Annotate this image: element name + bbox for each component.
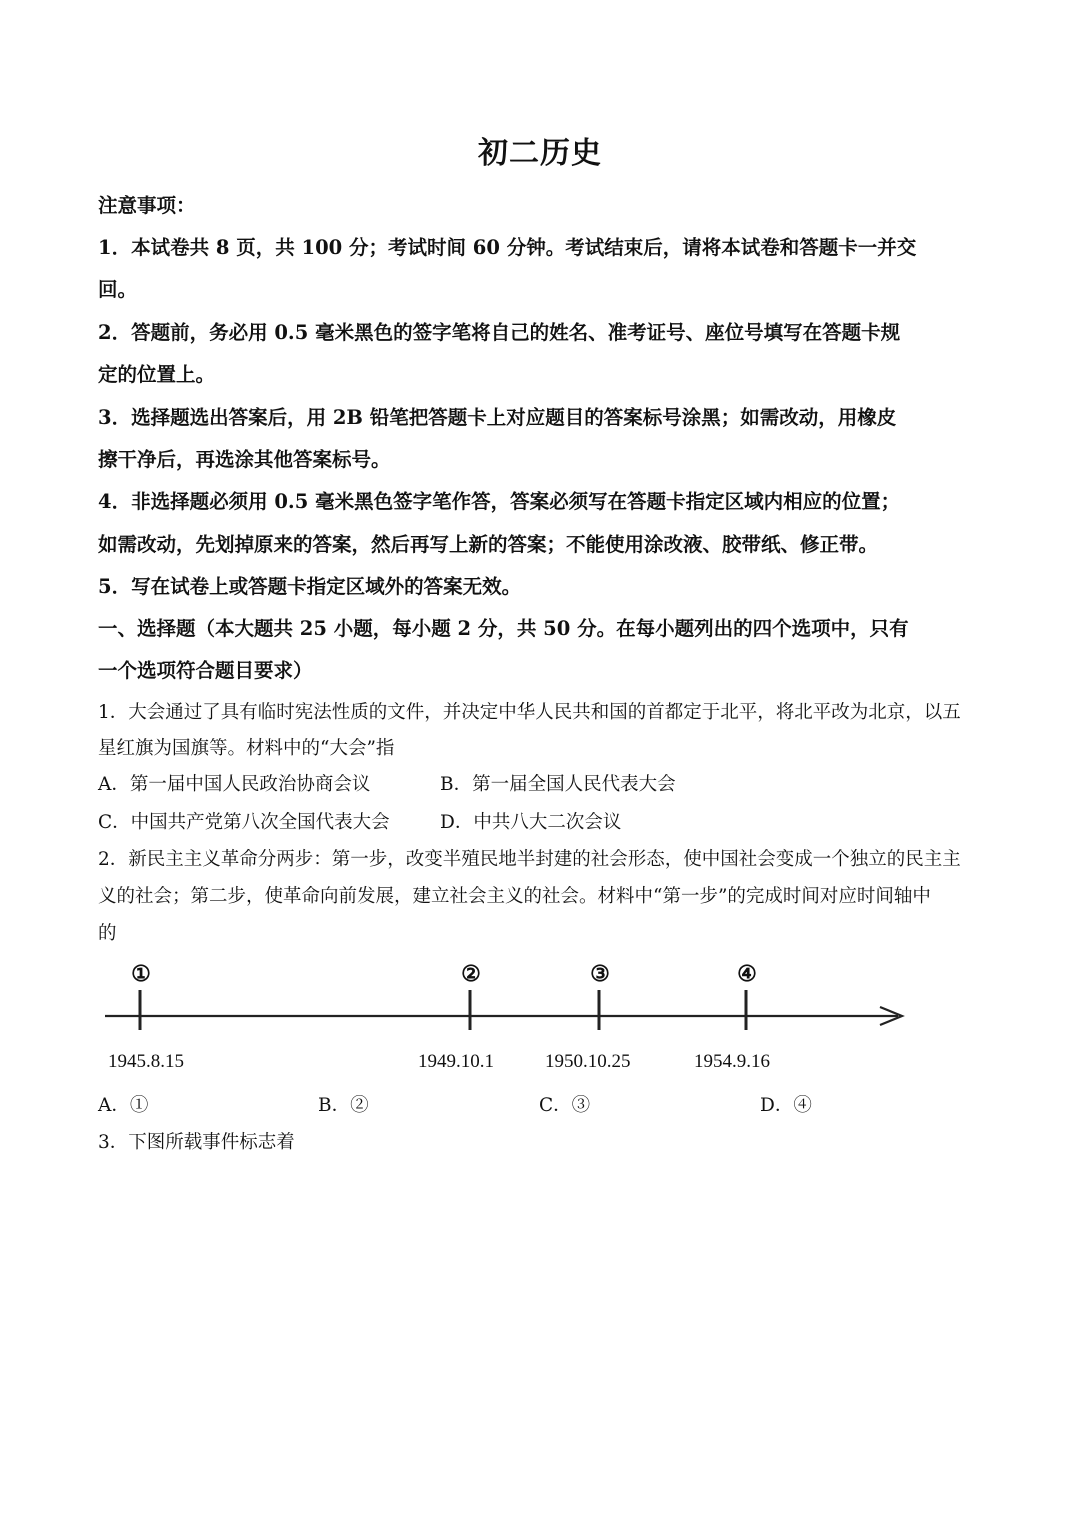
notice-line: 1．本试卷共 8 页，共 100 分；考试时间 60 分钟。考试结束后，请将本试卷和答题卡一并交 xyxy=(98,236,917,259)
timeline-marker-1: ① xyxy=(131,961,151,987)
notice-line: 2．答题前，务必用 0.5 毫米黑色的签字笔将自己的姓名、准考证号、座位号填写在答题卡规 xyxy=(98,321,901,344)
notice-line: 5．写在试卷上或答题卡指定区域外的答案无效。 xyxy=(98,575,522,598)
page-title: 初二历史 xyxy=(478,136,602,171)
section-heading: 一、选择题（本大题共 25 小题，每小题 2 分，共 50 分。在每小题列出的四个选项中，只有 xyxy=(98,617,909,640)
timeline-axis xyxy=(0,950,1080,1050)
timeline-date-1: 1945.8.15 xyxy=(108,1051,184,1072)
notice-line: 擦干净后，再选涂其他答案标号。 xyxy=(98,448,391,471)
notice-heading: 注意事项： xyxy=(98,194,196,217)
question-2-option-a: A．① xyxy=(98,1095,149,1116)
notice-line: 回。 xyxy=(98,278,138,301)
question-1-option-d: D．中共八大二次会议 xyxy=(440,812,622,833)
question-2-text: 的 xyxy=(98,923,117,944)
timeline-date-4: 1954.9.16 xyxy=(694,1051,770,1072)
notice-line: 4．非选择题必须用 0.5 毫米黑色签字笔作答，答案必须写在答题卡指定区域内相应的位置； xyxy=(98,490,901,513)
question-1-option-c: C．中国共产党第八次全国代表大会 xyxy=(98,812,390,833)
question-2-text: 义的社会；第二步，使革命向前发展，建立社会主义的社会。材料中“第一步”的完成时间对应时间轴中 xyxy=(98,886,931,907)
question-2-text: 2．新民主主义革命分两步：第一步，改变半殖民地半封建的社会形态，使中国社会变成一个独立的民主主 xyxy=(98,849,961,870)
question-1-text: 星红旗为国旗等。材料中的“大会”指 xyxy=(98,738,395,759)
question-1-option-b: B．第一届全国人民代表大会 xyxy=(440,774,676,795)
timeline-marker-4: ④ xyxy=(737,961,757,987)
timeline-date-2: 1949.10.1 xyxy=(418,1051,494,1072)
question-2-option-c: C．③ xyxy=(539,1095,591,1116)
timeline-date-3: 1950.10.25 xyxy=(545,1051,631,1072)
notice-line: 如需改动，先划掉原来的答案，然后再写上新的答案；不能使用涂改液、胶带纸、修正带。 xyxy=(98,533,879,556)
question-1-text: 1．大会通过了具有临时宪法性质的文件，并决定中华人民共和国的首都定于北平，将北平改为北京，以五 xyxy=(98,702,961,723)
question-3-text: 3．下图所载事件标志着 xyxy=(98,1132,295,1153)
section-heading: 一个选项符合题目要求） xyxy=(98,659,313,682)
timeline-marker-2: ② xyxy=(461,961,481,987)
notice-line: 3．选择题选出答案后，用 2B 铅笔把答题卡上对应题目的答案标号涂黑；如需改动，用橡皮 xyxy=(98,406,897,429)
timeline-marker-3: ③ xyxy=(590,961,610,987)
notice-line: 定的位置上。 xyxy=(98,363,216,386)
question-1-option-a: A．第一届中国人民政治协商会议 xyxy=(98,774,371,795)
question-2-option-b: B．② xyxy=(318,1095,369,1116)
question-2-option-d: D．④ xyxy=(760,1095,812,1116)
